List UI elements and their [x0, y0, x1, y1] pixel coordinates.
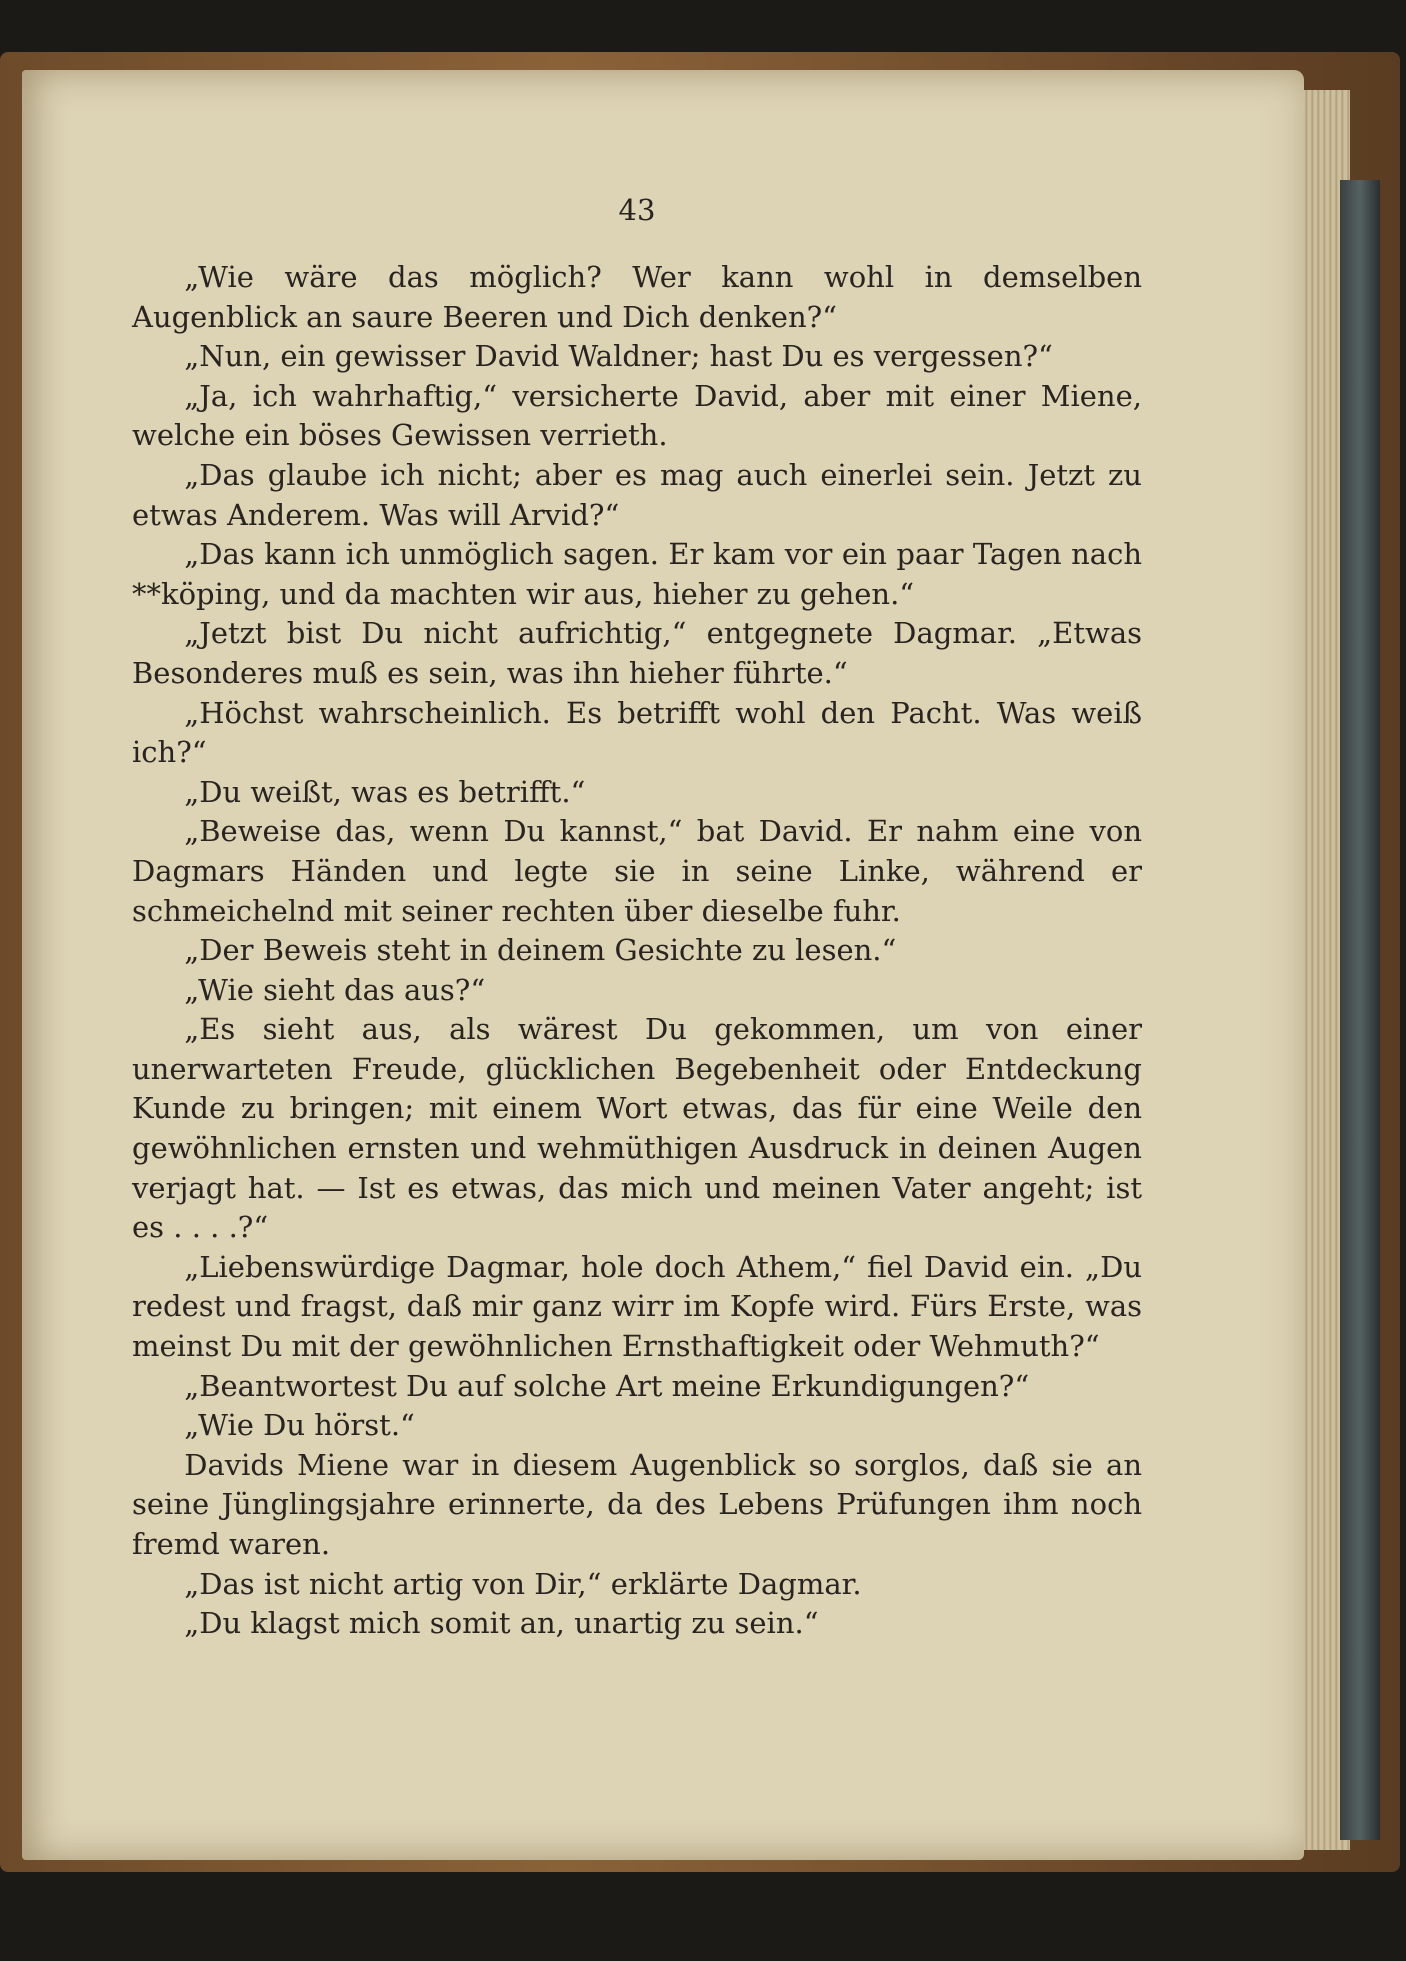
book-spine — [1340, 180, 1380, 1840]
paragraph: „Ja, ich wahrhaftig,“ versicherte David, aber mit einer Miene, welche ein böses Gewissen verrieth. — [132, 378, 1142, 453]
paragraph: „Du weißt, was es betrifft.“ — [184, 774, 586, 809]
paragraph: „Wie sieht das aus?“ — [184, 972, 486, 1007]
paragraph: „Liebenswürdige Dagmar, hole doch Athem,“ fiel David ein. „Du redest und fragst, daß mir ganz wirr im Kopfe wird. Fürs Erste, was meinst Du mit der gewöhnlichen Ernsthaftigkeit oder Wehmuth?“ — [132, 1249, 1142, 1364]
paragraph: „Beantwortest Du auf solche Art meine Erkundigungen?“ — [184, 1368, 1030, 1403]
paragraph: „Es sieht aus, als wärest Du gekommen, um von einer unerwarteten Freude, glücklichen Begebenheit oder Entdeckung Kunde zu bringen; mit einem Wort etwas, das für eine Weile den gewöhnlichen ernsten und wehmüthigen Ausdruck in deinen Augen verjagt hat. — Ist es etwas, das mich und meinen Vater angeht; ist es . . . .?“ — [132, 1012, 1142, 1245]
paragraph: „Wie wäre das möglich? Wer kann wohl in demselben Augenblick an saure Beeren und Dich denken?“ — [132, 260, 1142, 334]
paragraph: „Höchst wahrscheinlich. Es betrifft wohl den Pacht. Was weiß ich?“ — [132, 695, 1142, 770]
paragraph: Davids Miene war in diesem Augenblick so sorglos, daß sie an seine Jünglingsjahre erinnerte, da des Lebens Prüfungen ihm noch fremd waren. — [132, 1447, 1142, 1561]
paragraph: „Beweise das, wenn Du kannst,“ bat David. Er nahm eine von Dagmars Händen und legte sie in seine Linke, während er schmeichelnd mit seiner rechten über dieselbe fuhr. — [132, 814, 1142, 928]
paragraph: „Der Beweis steht in deinem Gesichte zu lesen.“ — [184, 933, 897, 968]
paragraph: „Nun, ein gewisser David Waldner; hast Du es vergessen?“ — [184, 339, 1053, 374]
paragraph: „Das kann ich unmöglich sagen. Er kam vor ein paar Tagen nach **köping, und da machten wir aus, hieher zu gehen.“ — [132, 537, 1142, 611]
paragraph: „Jetzt bist Du nicht aufrichtig,“ entgegnete Dagmar. „Etwas Besonderes muß es sein, was ihn hieher führte.“ — [132, 616, 1142, 690]
paragraph: „Das glaube ich nicht; aber es mag auch einerlei sein. Jetzt zu etwas Anderem. Was will Arvid?“ — [132, 457, 1142, 532]
paragraph: „Das ist nicht artig von Dir,“ erklärte Dagmar. — [184, 1566, 862, 1601]
paragraph: „Wie Du hörst.“ — [184, 1408, 415, 1443]
page-text-block — [132, 182, 1142, 1644]
book-page — [22, 70, 1304, 1860]
page-number: 43 — [618, 193, 656, 227]
paragraph: „Du klagst mich somit an, unartig zu sein.“ — [184, 1606, 819, 1641]
